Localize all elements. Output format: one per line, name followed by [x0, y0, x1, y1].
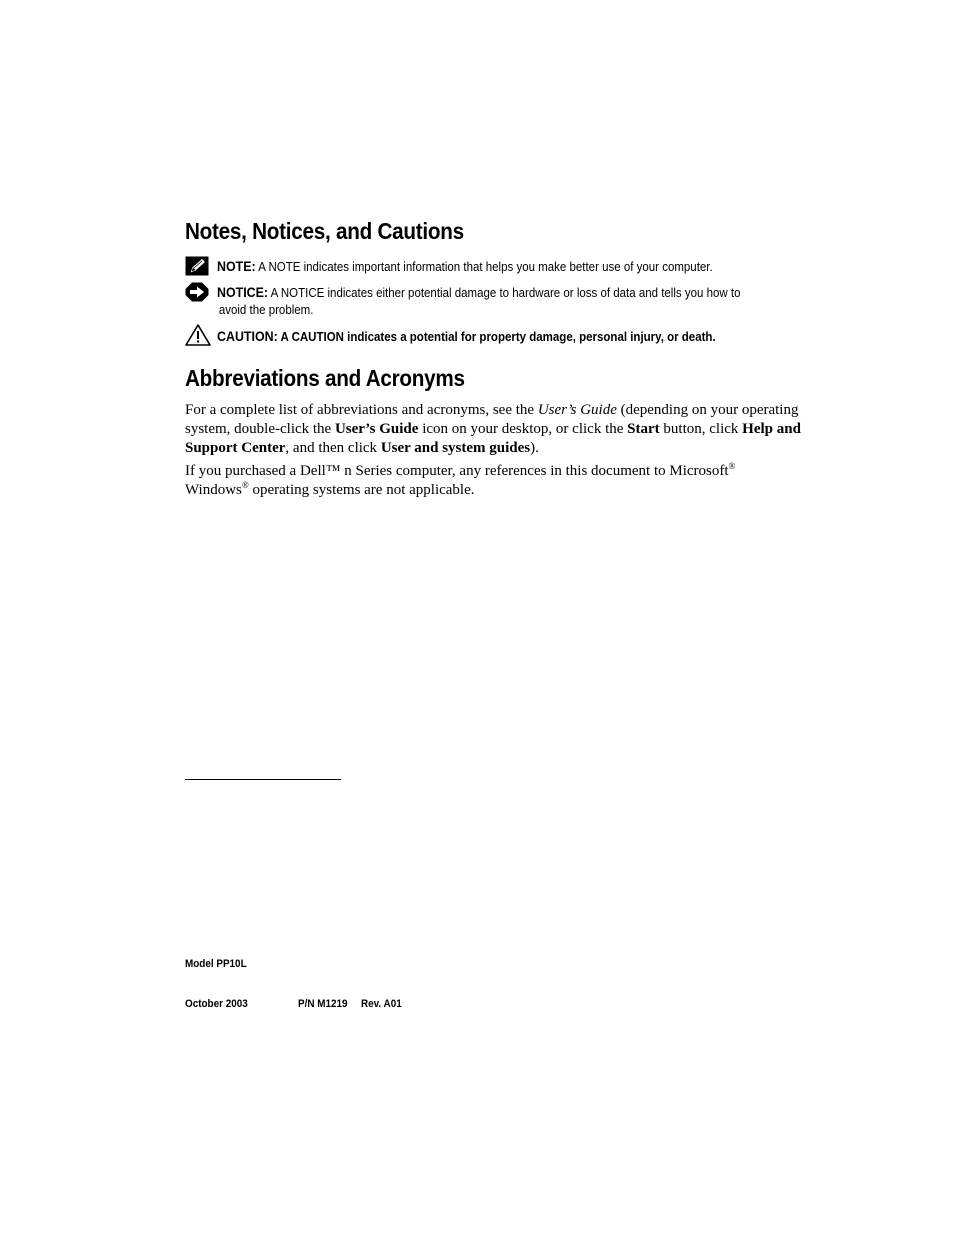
note-label: NOTE: [217, 259, 256, 274]
caution-label: CAUTION: [217, 329, 278, 344]
warning-triangle-icon [185, 324, 211, 351]
publication-date: October 2003 [185, 998, 248, 1010]
revision: Rev. A01 [361, 998, 402, 1010]
caution-text: A CAUTION indicates a potential for property damage, personal injury, or death. [280, 330, 716, 344]
caution-callout [217, 328, 769, 346]
notice-text-line1: A NOTICE indicates either potential damage to hardware or loss of data and tells you how to [270, 286, 741, 300]
start-label: Start [627, 421, 660, 437]
users-guide-icon-label: User’s Guide [334, 421, 419, 437]
model-number: Model PP10L [185, 958, 247, 970]
abbreviations-heading: Abbreviations and Acronyms [185, 365, 465, 391]
notice-text-line2: avoid the problem. [218, 303, 314, 317]
notice-label: NOTICE: [217, 285, 269, 300]
note-text: A NOTE indicates important information that helps you make better use of your computer. [258, 260, 713, 274]
part-number: P/N M1219 [298, 998, 348, 1010]
footnote-divider [185, 779, 341, 780]
notes-heading: Notes, Notices, and Cautions [185, 218, 464, 244]
users-guide-title: User’s Guide [537, 402, 617, 418]
abbreviations-paragraph: For a complete list of abbreviations and acronyms, see the User’s Guide (depending on your operating system, double-click the User’s Guide icon on your desktop, or click the Start button, click Help and Support Center, and then click User and system guides). [185, 402, 801, 456]
notice-callout [217, 284, 769, 319]
pencil-note-icon [185, 256, 209, 281]
user-system-guides-label: User and system guides [380, 440, 531, 456]
help-center-label: Help and Support Center [185, 421, 801, 456]
stop-arrow-icon [185, 282, 209, 307]
n-series-paragraph: If you purchased a Dell™ n Series computer, any references in this document to Microsoft® Windows® operating systems are not applicable. [185, 461, 736, 498]
note-callout [217, 258, 769, 276]
